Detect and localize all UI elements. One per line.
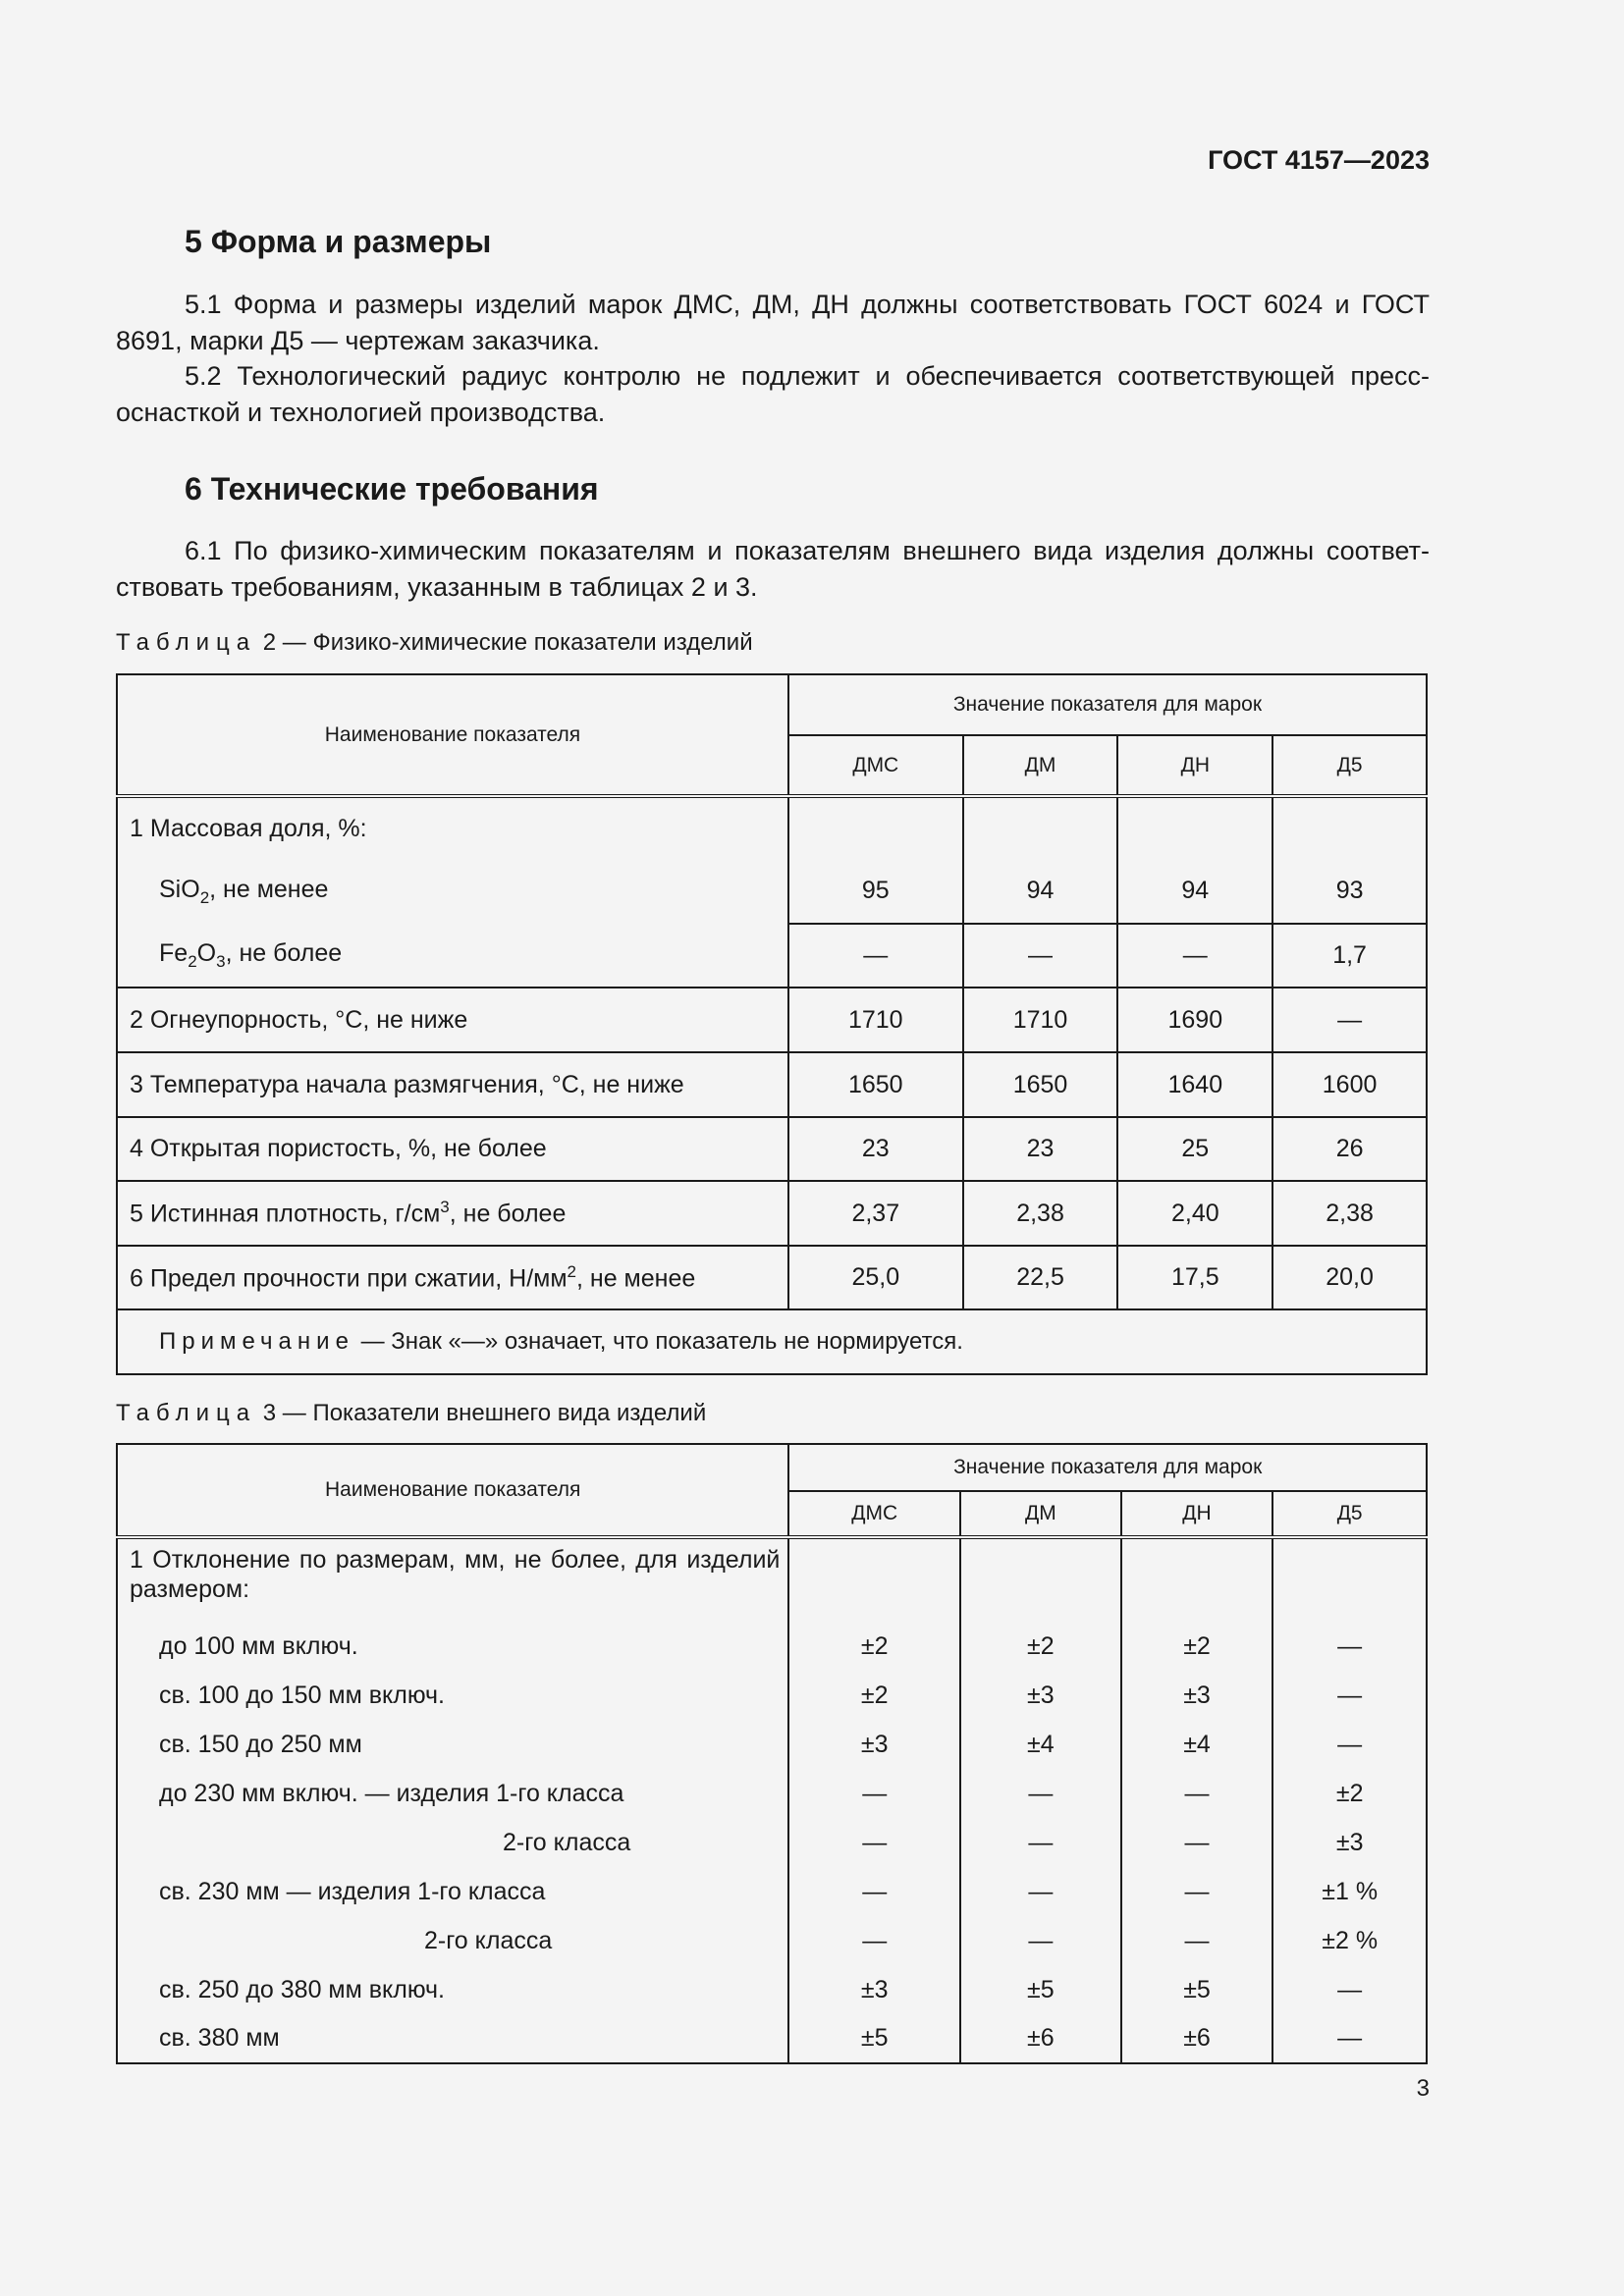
cell: 1650 [788,1052,963,1117]
cell: — [788,924,963,988]
cell: 1710 [963,988,1118,1052]
table-3-col-dms: ДМС [788,1491,960,1537]
cell: 23 [963,1117,1118,1181]
table-row [117,1181,1427,1246]
table-3 [116,1443,1428,2064]
cell: ±5 [788,2014,960,2063]
cell: ±5 [960,1965,1121,2014]
cell: 20,0 [1272,1246,1427,1309]
cell: — [960,1867,1121,1916]
table-row [117,1537,1427,1622]
cell: ±3 [1272,1818,1427,1867]
cell: — [1272,1720,1427,1769]
table-row [117,1916,1427,1965]
cell: — [1272,1965,1427,2014]
row-label: SiO$_2$, не менее [117,859,788,924]
row-label: св. 250 до 380 мм включ. [117,1965,788,2014]
cell: — [1121,1916,1273,1965]
row-label: 2 Огнеупорность, °С, не ниже [117,988,788,1052]
cell: 1710 [788,988,963,1052]
row-label: 6 Предел прочности при сжатии, $Н/мм^2$, не менее [117,1246,788,1309]
cell: — [960,1769,1121,1818]
cell: 1690 [1117,988,1272,1052]
cell: 2,37 [788,1181,963,1246]
table-row [117,1622,1427,1671]
row-label: 1 Массовая доля, %: [117,796,788,859]
table-note-row [117,1309,1427,1374]
cell: ±2 [788,1671,960,1720]
cell: — [1272,1671,1427,1720]
row-label: 1 Отклонение по размерам, мм, не более, для изделий размером: [117,1537,788,1622]
cell: 93 [1272,859,1427,924]
row-label: св. 380 мм [117,2014,788,2063]
cell: ±5 [1121,1965,1273,2014]
cell: ±2 % [1272,1916,1427,1965]
paragraph-6-1: 6.1 По физико-химическим показателям и показателям внешнего вида изделия должны соответ-ствовать требованиям, указанным в таблицах 2 и 3. [116,536,1430,602]
table-2-col-dn: ДН [1117,735,1272,796]
cell: ±3 [960,1671,1121,1720]
table-2 [116,673,1428,1375]
cell: — [1272,2014,1427,2063]
table-3-header-name: Наименование показателя [117,1444,788,1537]
table-row [117,1769,1427,1818]
table-2-col-dms: ДМС [788,735,963,796]
table-3-col-dm: ДМ [960,1491,1121,1537]
table-row [117,1052,1427,1117]
cell: — [1121,1769,1273,1818]
cell: 25,0 [788,1246,963,1309]
row-label: 2-го класса [117,1916,788,1965]
row-label: 4 Открытая пористость, %, не более [117,1117,788,1181]
table-row [117,2014,1427,2063]
cell: 17,5 [1117,1246,1272,1309]
cell: ±6 [1121,2014,1273,2063]
section-6-title: 6 Технические требования [185,471,599,507]
cell: ±2 [1121,1622,1273,1671]
cell: ±6 [960,2014,1121,2063]
table-2-col-d5: Д5 [1272,735,1427,796]
row-label: св. 150 до 250 мм [117,1720,788,1769]
cell: — [1117,924,1272,988]
row-label: до 230 мм включ. — изделия 1-го класса [117,1769,788,1818]
cell: — [1272,1622,1427,1671]
table-row [117,859,1427,924]
table-2-caption: Таблица 2 — Физико-химические показатели изделий [116,629,753,656]
cell: 1600 [1272,1052,1427,1117]
cell: ±3 [788,1965,960,2014]
cell: — [963,924,1118,988]
table-3-header-value: Значение показателя для марок [788,1444,1427,1491]
table-2-col-dm: ДМ [963,735,1118,796]
cell: 94 [1117,859,1272,924]
table-note: Примечание — Знак «—» означает, что показатель не нормируется. [117,1309,1427,1374]
cell: ±2 [1272,1769,1427,1818]
row-label: св. 100 до 150 мм включ. [117,1671,788,1720]
cell: 1640 [1117,1052,1272,1117]
cell: 95 [788,859,963,924]
cell: — [1121,1818,1273,1867]
row-label: $Fe_2O_3$, не более [117,924,788,988]
cell: 22,5 [963,1246,1118,1309]
cell: ±4 [1121,1720,1273,1769]
row-label: 5 Истинная плотность, $г/см^3$, не более [117,1181,788,1246]
cell: ±3 [1121,1671,1273,1720]
section-5-title: 5 Форма и размеры [185,224,492,259]
cell: 2,38 [963,1181,1118,1246]
table-3-caption: Таблица 3 — Показатели внешнего вида изделий [116,1400,707,1426]
table-row [117,796,1427,859]
table-row [117,1867,1427,1916]
cell: ±2 [960,1622,1121,1671]
table-3-col-d5: Д5 [1272,1491,1427,1537]
document-code: ГОСТ 4157—2023 [1208,145,1430,175]
cell: 2,38 [1272,1181,1427,1246]
table-row [117,1965,1427,2014]
table-2-header-value: Значение показателя для марок [788,674,1427,735]
cell: 26 [1272,1117,1427,1181]
cell: — [788,1916,960,1965]
cell: 25 [1117,1117,1272,1181]
table-row [117,988,1427,1052]
row-label: до 100 мм включ. [117,1622,788,1671]
table-row [117,924,1427,988]
cell: ±1 % [1272,1867,1427,1916]
cell: 94 [963,859,1118,924]
cell: 23 [788,1117,963,1181]
cell: — [788,1769,960,1818]
row-label: 3 Температура начала размягчения, °С, не ниже [117,1052,788,1117]
cell: — [1121,1867,1273,1916]
table-row [117,1246,1427,1309]
cell: — [960,1916,1121,1965]
row-label: 2-го класса [117,1818,788,1867]
table-row [117,1818,1427,1867]
cell: ±4 [960,1720,1121,1769]
table-row [117,1720,1427,1769]
cell: — [788,1818,960,1867]
cell: — [788,1867,960,1916]
table-3-col-dn: ДН [1121,1491,1273,1537]
table-2-header-name: Наименование показателя [117,674,788,796]
row-label: св. 230 мм — изделия 1-го класса [117,1867,788,1916]
cell: ±3 [788,1720,960,1769]
cell: 1,7 [1272,924,1427,988]
cell: — [1272,988,1427,1052]
cell: 1650 [963,1052,1118,1117]
table-row [117,1117,1427,1181]
cell: ±2 [788,1622,960,1671]
cell: — [960,1818,1121,1867]
table-row [117,1671,1427,1720]
page-number: 3 [1416,2075,1430,2102]
cell: 2,40 [1117,1181,1272,1246]
paragraph-5-2: 5.2 Технологический радиус контролю не подлежит и обеспечивается соответствующей пресс-оснасткой и технологией производства. [116,361,1430,427]
paragraph-5-1: 5.1 Форма и размеры изделий марок ДМС, ДМ, ДН должны соответствовать ГОСТ 6024 и ГОСТ 8691, марки Д5 — чертежам заказчика. [116,290,1430,355]
